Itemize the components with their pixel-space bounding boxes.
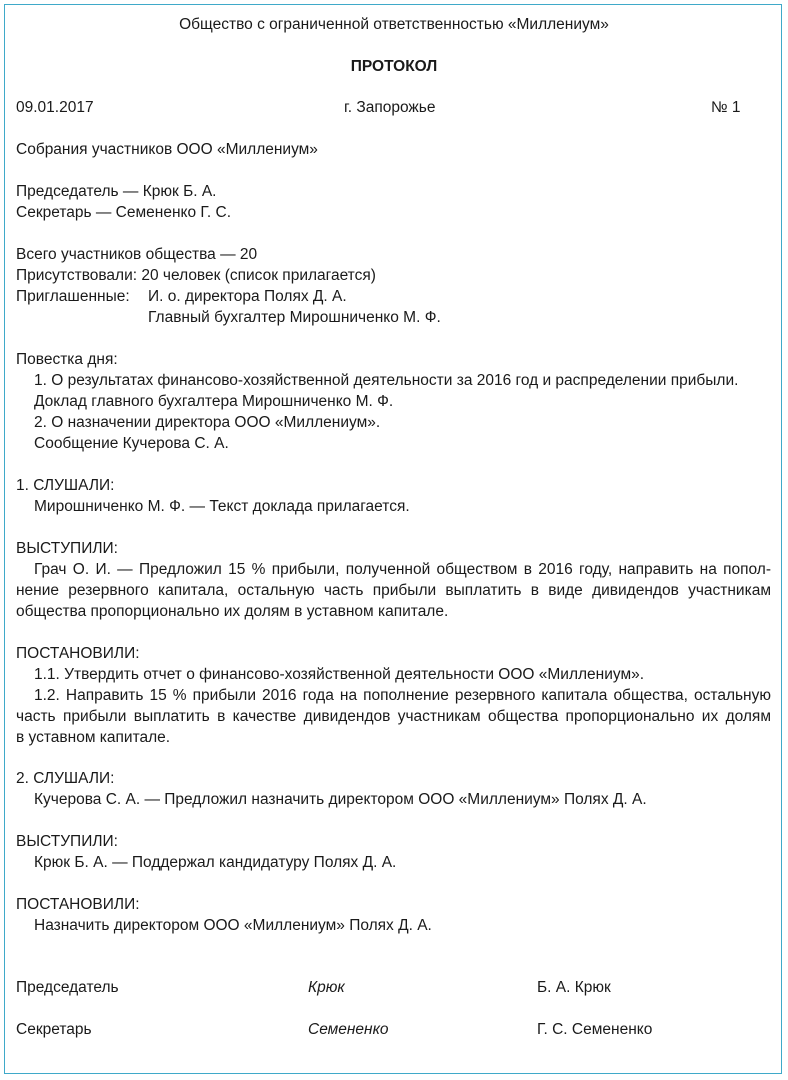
section2-heard-text: Кучерова С. А. — Предложил назначить директором ООО «Миллениум» Полях Д. А. <box>34 791 647 808</box>
section1-resolved-title: ПОСТАНОВИЛИ: <box>16 645 140 662</box>
resolution-1-2-line: 1.2. Направить 15 % прибыли 2016 года на пополнение резервного капитала общества, остальную <box>34 687 771 704</box>
resolution-1-2-line: в уставном капитале. <box>16 729 171 746</box>
secretary-name: Г. С. Семененко <box>537 1021 653 1038</box>
section1-spoke-line: Грач О. И. — Предложил 15 % прибыли, полученной обществом в 2016 году, направить на попол- <box>34 561 771 578</box>
org-title: Общество с ограниченной ответственностью «Миллениум» <box>179 16 609 33</box>
chairman-role: Председатель <box>16 979 119 996</box>
secretary-signature: Семененко <box>308 1021 389 1038</box>
chairman-name: Б. А. Крюк <box>537 979 611 996</box>
chairman-signature: Крюк <box>308 979 345 996</box>
section1-spoke-line: нение резервного капитала, остальную часть прибыли выплатить в виде дивидендов участникам <box>16 582 771 599</box>
agenda-item: 1. О результатах финансово-хозяйственной деятельности за 2016 год и распределении прибыли. <box>34 372 739 389</box>
section2-spoke-text: Крюк Б. А. — Поддержал кандидатуру Полях Д. А. <box>34 854 397 871</box>
agenda-item: 2. О назначении директора ООО «Миллениум». <box>34 414 381 431</box>
secretary-line: Секретарь — Семененко Г. С. <box>16 204 232 221</box>
doc-subject: Собрания участников ООО «Миллениум» <box>16 141 318 158</box>
section1-spoke-title: ВЫСТУПИЛИ: <box>16 540 118 557</box>
secretary-role: Секретарь <box>16 1021 92 1038</box>
invited-label: Приглашенные: <box>16 288 130 305</box>
total-participants: Всего участников общества — 20 <box>16 246 258 263</box>
invited-item: Главный бухгалтер Мирошниченко М. Ф. <box>148 309 441 326</box>
agenda-item: Доклад главного бухгалтера Мирошниченко М. Ф. <box>34 393 394 410</box>
section1-heard-title: 1. СЛУШАЛИ: <box>16 477 115 494</box>
section2-resolved-title: ПОСТАНОВИЛИ: <box>16 896 140 913</box>
doc-date: 09.01.2017 <box>16 99 94 116</box>
agenda-title: Повестка дня: <box>16 351 118 368</box>
section1-spoke-line: общества пропорционально их долям в уставном капитале. <box>16 603 449 620</box>
doc-type-heading: ПРОТОКОЛ <box>350 58 438 75</box>
agenda-item: Сообщение Кучерова С. А. <box>34 435 229 452</box>
resolution-1-2-line: часть прибыли выплатить в качестве дивидендов участникам общества пропорционально их долям <box>16 708 771 725</box>
section2-heard-title: 2. СЛУШАЛИ: <box>16 770 115 787</box>
section1-heard-text: Мирошниченко М. Ф. — Текст доклада прилагается. <box>34 498 410 515</box>
doc-number: № 1 <box>711 99 741 116</box>
present-line: Присутствовали: 20 человек (список прилагается) <box>16 267 376 284</box>
resolution-1-1: 1.1. Утвердить отчет о финансово-хозяйственной деятельности ООО «Миллениум». <box>34 666 645 683</box>
section2-spoke-title: ВЫСТУПИЛИ: <box>16 833 118 850</box>
chairman-line: Председатель — Крюк Б. А. <box>16 183 217 200</box>
doc-city: г. Запорожье <box>344 99 436 116</box>
section2-resolved-text: Назначить директором ООО «Миллениум» Полях Д. А. <box>34 917 432 934</box>
invited-item: И. о. директора Полях Д. А. <box>148 288 347 305</box>
